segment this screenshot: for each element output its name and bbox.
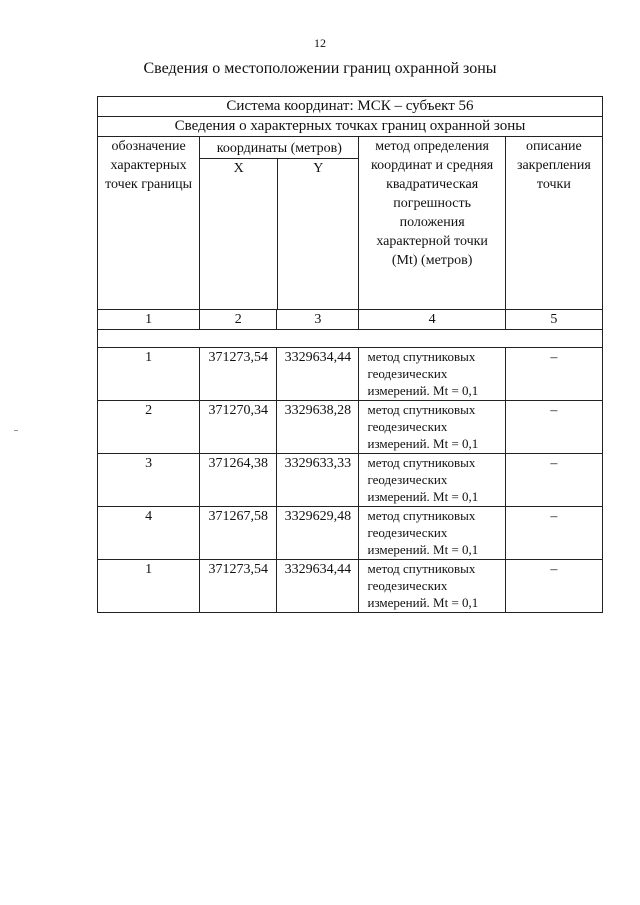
table-row — [98, 560, 603, 613]
document-title: Сведения о местоположении границ охранной зоны — [143, 60, 497, 77]
header-row — [98, 137, 603, 310]
table-row — [98, 507, 603, 560]
table-row — [98, 401, 603, 454]
section-title-row — [98, 117, 603, 137]
y-cell: 3329633,33 — [277, 454, 359, 507]
header-x: X — [200, 159, 278, 309]
column-number-row — [98, 310, 603, 330]
point-id-cell: 1 — [98, 348, 200, 401]
scan-margin-mark — [14, 430, 18, 431]
point-id-cell: 2 — [98, 401, 200, 454]
table-row — [98, 454, 603, 507]
x-cell: 371264,38 — [200, 454, 277, 507]
boundary-points-table — [97, 96, 603, 613]
header-coordinates-label: координаты (метров) — [200, 137, 358, 159]
y-cell: 3329634,44 — [277, 560, 359, 613]
page-number: 12 — [314, 36, 326, 50]
column-number: 5 — [505, 310, 602, 330]
point-id-cell: 1 — [98, 560, 200, 613]
x-cell: 371267,58 — [200, 507, 277, 560]
method-cell: метод спутниковых геодезических измерений. Mt = 0,1 — [359, 560, 505, 613]
description-cell: – — [505, 348, 602, 401]
x-cell: 371270,34 — [200, 401, 277, 454]
column-number: 4 — [359, 310, 505, 330]
method-cell: метод спутниковых геодезических измерений. Mt = 0,1 — [359, 507, 505, 560]
method-cell: метод спутниковых геодезических измерений. Mt = 0,1 — [359, 348, 505, 401]
description-cell: – — [505, 507, 602, 560]
description-cell: – — [505, 401, 602, 454]
method-cell: метод спутниковых геодезических измерений. Mt = 0,1 — [359, 401, 505, 454]
header-point-id: обозначение характерных точек границы — [98, 137, 200, 310]
section-title: Сведения о характерных точках границ охранной зоны — [98, 117, 603, 137]
header-method: метод определения координат и средняя квадратическая погрешность положения характерной точки (Mt) (метров) — [359, 137, 505, 310]
column-number: 3 — [277, 310, 359, 330]
header-description: описание закрепления точки — [505, 137, 602, 310]
blank-row — [98, 330, 603, 348]
blank-cell — [98, 330, 603, 348]
point-id-cell: 3 — [98, 454, 200, 507]
table-row — [98, 348, 603, 401]
header-coordinates — [200, 137, 359, 310]
coordinate-system-row — [98, 97, 603, 117]
description-cell: – — [505, 560, 602, 613]
description-cell: – — [505, 454, 602, 507]
y-cell: 3329634,44 — [277, 348, 359, 401]
column-number: 1 — [98, 310, 200, 330]
coordinate-system-title: Система координат: МСК – субъект 56 — [98, 97, 603, 117]
method-cell: метод спутниковых геодезических измерений. Mt = 0,1 — [359, 454, 505, 507]
x-cell: 371273,54 — [200, 560, 277, 613]
y-cell: 3329629,48 — [277, 507, 359, 560]
header-y: Y — [313, 161, 324, 176]
point-id-cell: 4 — [98, 507, 200, 560]
y-cell: 3329638,28 — [277, 401, 359, 454]
x-cell: 371273,54 — [200, 348, 277, 401]
column-number: 2 — [200, 310, 277, 330]
